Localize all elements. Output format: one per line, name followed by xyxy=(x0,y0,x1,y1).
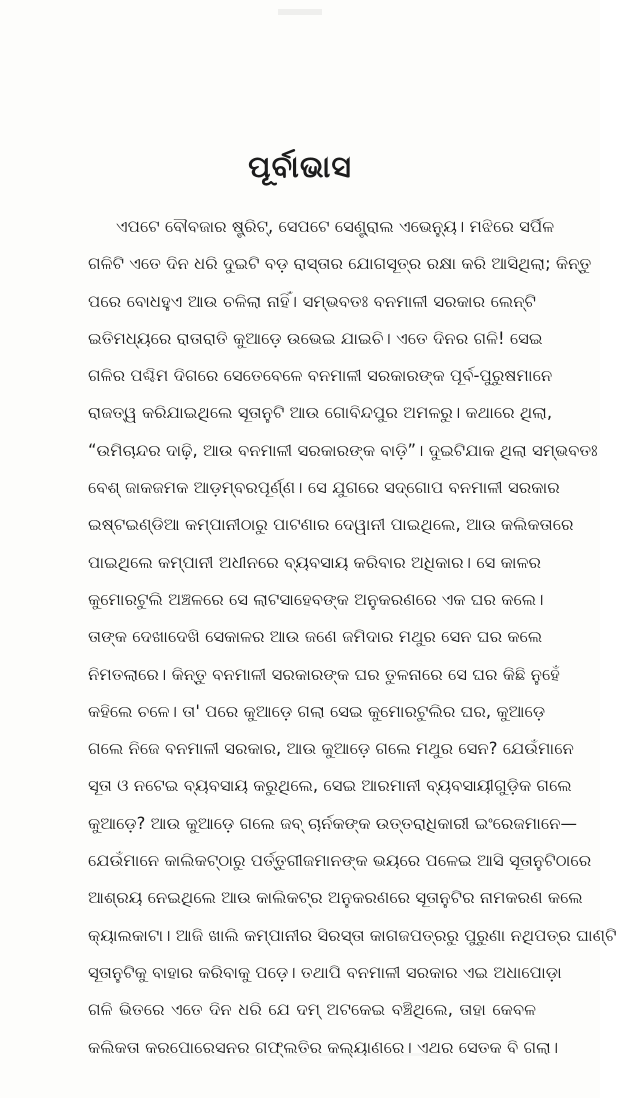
text-line: ଗଳିର ପଶ୍ଚିମ ଦିଗରେ ସେତେବେଳେ ବନମାଳୀ ସରକାରଙ୍କ ପୂର୍ବ-ପୁରୁଷମାନେ xyxy=(88,366,553,386)
text-line: ପାଇଥିଲେ କମ୍ପାନୀ ଅଧୀନରେ ବ୍ୟବସାୟ କରିବାର ଅଧିକାର। ସେ କାଳର xyxy=(88,552,541,572)
text-line: ରାଜତ୍ୱ କରିଯାଇଥିଲେ ସୂତାନୁଟି ଆଉ ଗୋବିନ୍ଦପୁର ଅମଳରୁ। କଥାରେ ଥିଲା, xyxy=(88,403,553,423)
show-through-mark xyxy=(270,6,330,20)
text-line: ନିମତଲାରେ। କିନ୍ତୁ ବନମାଳୀ ସରକାରଙ୍କ ଘର ତୁଳନାରେ ସେ ଘର କିଛି ନୁହେଁ xyxy=(88,664,560,684)
text-line: ଗଲେ ନିଜେ ବନମାଳୀ ସରକାର, ଆଉ କୁଆଡ଼େ ଗଲେ ମଥୁର ସେନ? ଯେଉଁମାନେ xyxy=(88,739,574,759)
text-line: “ଉମିଚାନ୍ଦର ଦାଢ଼ି, ଆଉ ବନମାଳୀ ସରକାରଙ୍କ ବାଡ଼ି”। ଦୁଇଟିଯାକ ଥିଲା ସମ୍ଭବତଃ xyxy=(88,440,598,460)
text-line: ପରେ ବୋଧହୁଏ ଆଉ ଚଳିଲା ନାହିଁ। ସମ୍ଭବତଃ ବନମାଳୀ ସରକାର ଲେନ୍‌ଟି xyxy=(88,291,536,311)
text-line: ଗଳିଟି ଏତେ ଦିନ ଧରି ଦୁଇଟି ବଡ଼ ରାସ୍ତାର ଯୋଗସୂତ୍ର ରକ୍ଷା କରି ଆସିଥିଲା; କିନ୍ତୁ xyxy=(88,254,592,274)
text-line: ସୂତା ଓ ନଟେଇ ବ୍ୟବସାୟ କରୁଥିଲେ, ସେଇ ଆରମାନୀ ବ୍ୟବସାୟୀଗୁଡ଼ିକ ଗଲେ xyxy=(88,776,572,796)
text-line: ଇଷ୍ଟଇଣ୍ଡିଆ କମ୍ପାନୀଠାରୁ ପାଟଣାର ଦେୱାନୀ ପାଇଥିଲେ, ଆଉ କଲିକତାରେ xyxy=(88,515,574,535)
show-through-mark xyxy=(150,1050,450,1060)
text-line: କ୍ୟାଲକାଟା। ଆଜି ଖାଲି କମ୍ପାନୀର ସିରସ୍ତା କାଗଜପତ୍ରରୁ ପୁରୁଣା ନଥିପତ୍ର ଘାଣ୍ଟି xyxy=(88,925,617,945)
text-line: ଇତିମଧ୍ୟରେ ରାତାରାତି କୁଆଡ଼େ ଉଭେଇ ଯାଇଚି। ଏତେ ଦିନର ଗଳି! ସେଇ xyxy=(88,328,543,348)
text-line: ଏପଟେ ବୌବଜାର ଷ୍ଟ୍ରିଟ୍, ସେପଟେ ସେଣ୍ଟ୍ରାଲ ଏଭେନ୍ୟୁ। ମଝିରେ ସର୍ପିଳ xyxy=(116,217,555,236)
text-line: ବେଶ୍ ଜାକଜମକ ଆଡ଼ମ୍ବରପୂର୍ଣ୍ଣ। ସେ ଯୁଗରେ ସଦ୍‌ଗୋପ ବନମାଳୀ ସରକାର xyxy=(88,478,560,498)
text-line: କୁଆଡ଼େ? ଆଉ କୁଆଡ଼େ ଗଲେ ଜବ୍ ଚାର୍ନକଙ୍କ ଉତ୍ତରାଧିକାରୀ ଇଂରେଜମାନେ— xyxy=(88,813,578,833)
text-line: ତାଙ୍କ ଦେଖାଦେଖି ସେକାଳର ଆଉ ଜଣେ ଜମିଦାର ମଥୁର ସେନ ଘର କଲେ xyxy=(88,627,543,647)
chapter-title: ପୂର୍ବାଭାସ xyxy=(248,150,352,185)
text-line: ସୂତାନୁଟିକୁ ବାହାର କରିବାକୁ ପଡ଼େ। ତଥାପି ବନମାଳୀ ସରକାର ଏଇ ଅଧାପୋଡ଼ା xyxy=(88,962,562,982)
text-line: କଲିକତା କରପୋରେସନର ଗଫ୍‌ଲତିର କଲ୍ୟାଣରେ। ଏଥର ସେତକ ବି ଗଲା। xyxy=(88,1037,559,1057)
text-line: କୁମୋରଟୁଲି ଅଞ୍ଚଳରେ ସେ ଲାଟସାହେବଙ୍କ ଅନୁକରଣରେ ଏକ ଘର କଲେ। xyxy=(88,589,544,609)
text-line: ଗଳି ଭିତରେ ଏତେ ଦିନ ଧରି ଯେ ଦମ୍ ଅଟକେଇ ବଞ୍ଚିଥିଲେ, ତାହା କେବଳ xyxy=(88,1000,536,1020)
text-line: ଯେଉଁମାନେ କାଲିକଟ୍‌ଠାରୁ ପର୍ତ୍ତୁଗୀଜମାନଙ୍କ ଭୟରେ ପଳେଇ ଆସି ସୂତାନୁଟିଠାରେ xyxy=(88,851,592,871)
text-line: ଆଶ୍ରୟ ନେଇଥିଲେ ଆଉ କାଲିକଟ୍‌ର ଅନୁକରଣରେ ସୂତାନୁଟିର ନାମକରଣ କଲେ xyxy=(88,888,583,908)
text-line: କହିଲେ ଚଳେ। ତା' ପରେ କୁଆଡ଼େ ଗଲା ସେଇ କୁମୋରଟୁଲିର ଘର, କୁଆଡ଼େ xyxy=(88,701,546,721)
chapter-paragraph xyxy=(88,208,617,1066)
